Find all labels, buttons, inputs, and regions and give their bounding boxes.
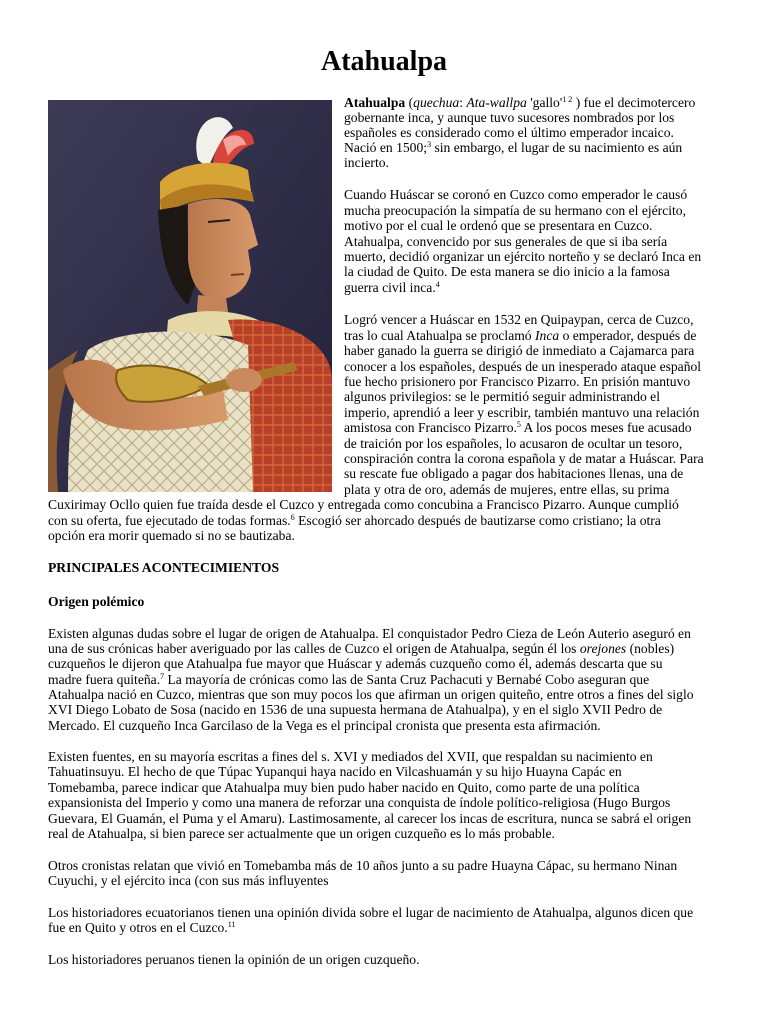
text-fragment: Escogió ser ahorcado después de bautizarse como cristiano; la otra [294,513,661,528]
text-fragment: : [459,95,467,110]
text-fragment: madre fuera quiteña. [48,672,161,687]
origen5-line-1: Los historiadores peruanos tienen la opinión de un origen cuzqueño. [48,952,420,967]
text-fragment: (nobles) [626,641,675,656]
para3-line-4: conocer a los españoles, después de un inesperado ataque español [344,359,702,374]
para2-line-4: Atahualpa, convencido por sus generales de que si iba sería [344,234,668,249]
origen1-line-5: Atahualpa nació en Cuzco, mientras que son muy pocos los que afirman un origen quiteño, entre otros a fines del siglo [48,687,694,702]
subheading: Origen polémico [48,594,145,609]
atahualpa-portrait [48,100,332,492]
origen1-line-1: Existen algunas dudas sobre el lugar de origen de Atahualpa. El conquistador Pedro Cieza de León Auterio aseguró en [48,626,691,641]
intro-line-4 [344,140,682,157]
origen4-line-2 [48,920,235,937]
italic-text: quechua [413,95,460,110]
origen1-line-2 [48,641,674,656]
origen1-line-6: XVI Diego Lobato de Sosa (nacido en 1536 de una supuesta hermana de Atahualpa), y en el siglo XVII Pedro de [48,702,663,717]
para3-line-3: haber ganado la guerra se dirigió de inmediato a Cajamarca para [344,343,695,358]
section-heading: PRINCIPALES ACONTECIMIENTOS [48,560,280,575]
para2-line-1: Cuando Huáscar se coronó en Cuzco como emperador le causó [344,187,688,202]
para3-line-7: imperio, aprendió a leer y escribir, también mantuvo una relación [344,405,700,420]
origen2-line-6: real de Atahualpa, si bien parece ser actualmente que un origen cuzqueño es lo más probable. [48,826,555,841]
italic-text: Inca [535,328,560,343]
text-fragment: amistosa con Francisco Pizarro. [344,420,517,435]
text-fragment: una de sus crónicas haber averiguado por las calles de Cuzco el origen de Atahualpa, según él los [48,641,580,656]
origen2-line-3: Tomebamba, parece indicar que Atahualpa muy bien pudo haber nacido en Quito, como parte de una política [48,780,640,795]
footnote-ref[interactable]: 4 [435,280,440,289]
origen2-line-5: Guevara, El Guamán, el Puma y el Amaru). Lastimosamente, al carecer los incas de escritura, nunca se sabrá el origen [48,811,692,826]
text-fragment: A los pocos meses fue acusado [520,420,692,435]
origen2-line-2: Tahuatinsuyu. El hecho de que Túpac Yupanqui haya nacido en Vilcashuamán y su hijo Huayna Capác en [48,764,622,779]
text-fragment: guerra civil inca. [344,280,436,295]
para2-line-6: la ciudad de Quito. De esta manera se dio inicio a la famosa [344,264,670,279]
footnote-ref[interactable]: 1 2 [562,95,573,104]
footnote-ref[interactable]: 3 [427,140,432,149]
para3-line-9: de traición por los españoles, lo acusaron de ocultar un tesoro, [344,436,683,451]
text-fragment: ) fue el decimotercero [572,95,696,110]
para3-line-5: fue hecho prisionero por Francisco Pizarro. En prisión mantuvo [344,374,691,389]
text-fragment: La mayoría de crónicas como las de Santa Cruz Pachacuti y Bernabé Cobo aseguran que [164,672,650,687]
page-title: Atahualpa [320,46,448,77]
intro-line-5: incierto. [344,155,389,170]
para2-line-3: motivo por el cual le ordenó que se presentara en Cuzco. [344,218,653,233]
para3-line-15: opción era morir quemado si no se bautizaba. [48,528,295,543]
para3-line-6: algunos privilegios: se le permitió seguir administrando el [344,389,660,404]
para2-line-2: mucha preocupación la simpatía de su hermano con el ejército, [344,203,686,218]
text-fragment: tras lo cual Atahualpa se proclamó [344,328,536,343]
text-fragment: sin embargo, el lugar de su nacimiento es aún [431,140,683,155]
italic-text: Ata-wallpa [466,95,527,110]
text-fragment: 'gallo' [526,95,563,110]
para3-line-1: Logró vencer a Huáscar en 1532 en Quipaypan, cerca de Cuzco, [344,312,694,327]
footnote-ref[interactable]: 5 [516,420,521,429]
text-fragment: ( [405,95,414,110]
text-fragment: con su oferta, fue ejecutado de todas formas. [48,513,291,528]
para2-line-5: muerto, decidió organizar un ejército norteño y se declaró Inca en [344,249,702,264]
italic-text: orejones [579,641,627,656]
origen4-line-1: Los historiadores ecuatorianos tienen una opinión divida sobre el lugar de nacimiento de Atahualpa, algunos dicen que [48,905,694,920]
footnote-ref[interactable]: 6 [290,513,295,522]
footnote-ref[interactable]: 11 [227,920,236,929]
para3-line-12: plata y otra de oro, además de mujeres, entre ellas, su prima [344,482,670,497]
bold-name: Atahualpa [344,95,406,110]
para3-line-13: Cuxirimay Ocllo quien fue traída desde el Cuzco y entregada como concubina a Francisco Pizarro. Aunque cumplió [48,497,679,512]
text-fragment: Nació en 1500; [344,140,428,155]
text-fragment: fue en Quito y otros en el Cuzco. [48,920,228,935]
origen1-line-3: cuzqueños le dijeron que Atahualpa fue mayor que Huáscar y además cuzqueño como él, además descarta que su [48,656,663,671]
para3-line-10: conspiración contra la corona española y de matar a Huáscar. Para [344,451,704,466]
para2-line-7 [344,280,440,297]
intro-line-3: españoles es considerado como el último emperador incaico. [344,125,674,140]
origen1-line-7: Mercado. El cuzqueño Inca Garcilaso de la Vega es el principal cronista que presenta esta afirmación. [48,718,601,733]
text-fragment: o emperador, después de [559,328,697,343]
origen3-line-2: Cuyuchi, y el ejército inca (con sus más influyentes [48,873,329,888]
para3-line-11: su rescate fue obligado a pagar dos habitaciones llenas, una de [344,466,684,481]
para3-line-8 [344,420,692,437]
origen2-line-1: Existen fuentes, en su mayoría escritas a fines del s. XVI y mediados del XVII, que respaldan su nacimiento en [48,749,653,764]
origen2-line-4: expansionista del Imperio y como una manera de reforzar una conquista de índole político-religiosa (Hugo Burgos [48,795,671,810]
intro-line-2: gobernante inca, y aunque tuvo sucesores nombrados por los [344,110,675,125]
footnote-ref[interactable]: 7 [160,672,165,681]
origen3-line-1: Otros cronistas relatan que vivió en Tomebamba más de 10 años junto a su padre Huayna Cápac, su hermano Ninan [48,858,678,873]
para3-line-2 [344,328,696,343]
